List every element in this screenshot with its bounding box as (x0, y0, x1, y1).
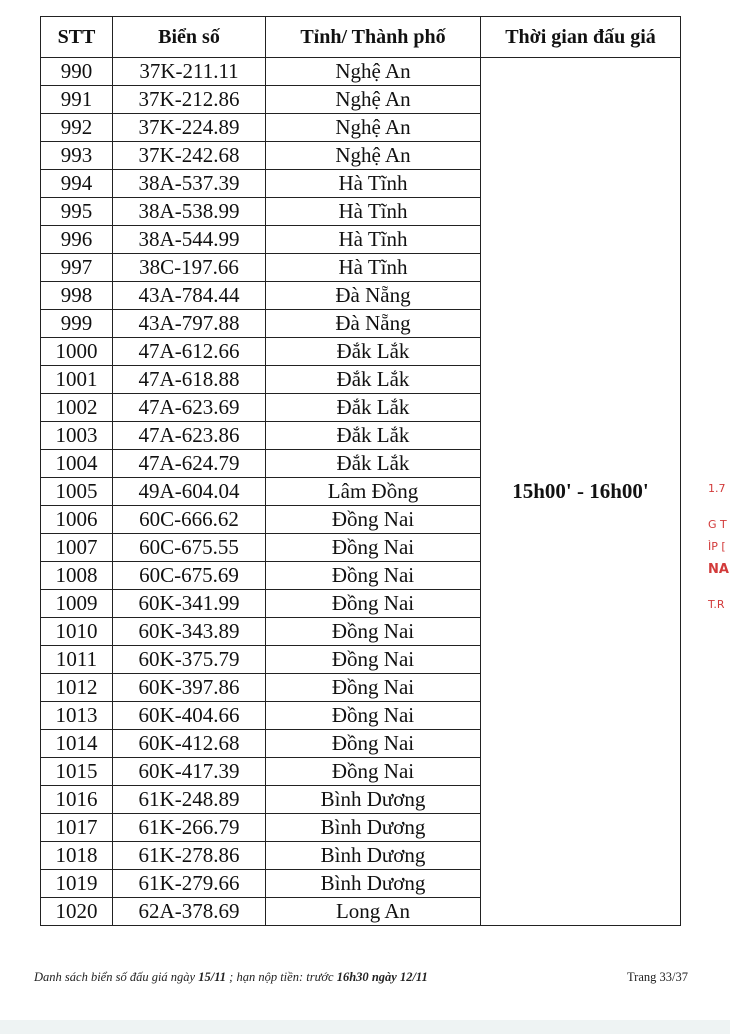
row-province: Hà Tĩnh (266, 198, 481, 226)
row-stt: 1019 (41, 870, 113, 898)
row-stt: 1006 (41, 506, 113, 534)
row-province: Đắk Lắk (266, 394, 481, 422)
row-province: Đồng Nai (266, 702, 481, 730)
row-stt: 1002 (41, 394, 113, 422)
row-stt: 1009 (41, 590, 113, 618)
row-plate-number: 38A-537.39 (113, 170, 266, 198)
row-province: Đồng Nai (266, 506, 481, 534)
page-footer (34, 970, 694, 985)
row-stt: 1017 (41, 814, 113, 842)
row-stt: 1003 (41, 422, 113, 450)
row-province: Nghệ An (266, 58, 481, 86)
row-stt: 1013 (41, 702, 113, 730)
row-province: Bình Dương (266, 842, 481, 870)
row-plate-number: 61K-279.66 (113, 870, 266, 898)
row-plate-number: 47A-623.86 (113, 422, 266, 450)
table-row (41, 58, 681, 86)
row-province: Đắk Lắk (266, 422, 481, 450)
row-stt: 1011 (41, 646, 113, 674)
row-province: Bình Dương (266, 870, 481, 898)
header-province: Tỉnh/ Thành phố (266, 17, 481, 58)
row-plate-number: 61K-278.86 (113, 842, 266, 870)
footer-middle: ; hạn nộp tiền: trước (229, 970, 334, 984)
row-plate-number: 38A-544.99 (113, 226, 266, 254)
row-province: Bình Dương (266, 814, 481, 842)
row-province: Đắk Lắk (266, 450, 481, 478)
row-province: Đà Nẵng (266, 282, 481, 310)
header-plate-number: Biển số (113, 17, 266, 58)
row-plate-number: 37K-212.86 (113, 86, 266, 114)
row-stt: 1015 (41, 758, 113, 786)
row-province: Đà Nẵng (266, 310, 481, 338)
header-auction-time: Thời gian đấu giá (481, 17, 681, 58)
row-plate-number: 47A-618.88 (113, 366, 266, 394)
row-province: Đắk Lắk (266, 366, 481, 394)
row-stt: 1010 (41, 618, 113, 646)
row-plate-number: 60K-343.89 (113, 618, 266, 646)
row-province: Đồng Nai (266, 674, 481, 702)
row-plate-number: 60C-675.55 (113, 534, 266, 562)
stamp-text: ÌP [ (708, 540, 726, 553)
row-plate-number: 43A-784.44 (113, 282, 266, 310)
red-stamp-fragment (702, 478, 730, 638)
page-number: Trang 33/37 (626, 970, 688, 984)
row-stt: 999 (41, 310, 113, 338)
row-stt: 996 (41, 226, 113, 254)
row-stt: 998 (41, 282, 113, 310)
row-plate-number: 37K-242.68 (113, 142, 266, 170)
row-stt: 997 (41, 254, 113, 282)
row-plate-number: 47A-612.66 (113, 338, 266, 366)
row-plate-number: 60C-675.69 (113, 562, 266, 590)
row-province: Nghệ An (266, 114, 481, 142)
row-province: Đồng Nai (266, 590, 481, 618)
row-plate-number: 47A-624.79 (113, 450, 266, 478)
row-province: Đồng Nai (266, 534, 481, 562)
row-stt: 995 (41, 198, 113, 226)
row-plate-number: 61K-248.89 (113, 786, 266, 814)
footer-deadline-date: ngày 12/11 (371, 970, 428, 984)
table-header-row (41, 17, 681, 58)
row-province: Đồng Nai (266, 562, 481, 590)
row-plate-number: 38C-197.66 (113, 254, 266, 282)
row-stt: 1000 (41, 338, 113, 366)
row-stt: 1001 (41, 366, 113, 394)
row-plate-number: 60K-397.86 (113, 674, 266, 702)
row-province: Đắk Lắk (266, 338, 481, 366)
header-stt: STT (41, 17, 113, 58)
row-plate-number: 60K-417.39 (113, 758, 266, 786)
row-stt: 1012 (41, 674, 113, 702)
row-province: Đồng Nai (266, 758, 481, 786)
scan-bottom-edge (0, 1020, 730, 1034)
row-province: Đồng Nai (266, 730, 481, 758)
row-plate-number: 60K-375.79 (113, 646, 266, 674)
row-plate-number: 47A-623.69 (113, 394, 266, 422)
row-stt: 991 (41, 86, 113, 114)
row-plate-number: 37K-211.11 (113, 58, 266, 86)
row-plate-number: 43A-797.88 (113, 310, 266, 338)
row-province: Hà Tĩnh (266, 170, 481, 198)
row-plate-number: 60K-412.68 (113, 730, 266, 758)
row-stt: 990 (41, 58, 113, 86)
row-plate-number: 38A-538.99 (113, 198, 266, 226)
row-stt: 1007 (41, 534, 113, 562)
auction-time-slot: 15h00' - 16h00' (481, 58, 681, 926)
table-body (41, 58, 681, 926)
row-plate-number: 60C-666.62 (113, 506, 266, 534)
row-plate-number: 61K-266.79 (113, 814, 266, 842)
row-province: Long An (266, 898, 481, 926)
row-stt: 1016 (41, 786, 113, 814)
stamp-text: T.R (708, 598, 725, 611)
row-province: Nghệ An (266, 142, 481, 170)
row-plate-number: 60K-404.66 (113, 702, 266, 730)
row-stt: 1008 (41, 562, 113, 590)
row-province: Hà Tĩnh (266, 254, 481, 282)
row-plate-number: 60K-341.99 (113, 590, 266, 618)
row-stt: 993 (41, 142, 113, 170)
row-stt: 994 (41, 170, 113, 198)
row-stt: 1014 (41, 730, 113, 758)
row-province: Nghệ An (266, 86, 481, 114)
stamp-text: 1.7 (708, 482, 726, 495)
row-plate-number: 62A-378.69 (113, 898, 266, 926)
row-plate-number: 49A-604.04 (113, 478, 266, 506)
footer-deadline-time: 16h30 (336, 970, 369, 984)
stamp-text: NA (708, 562, 729, 577)
row-stt: 1020 (41, 898, 113, 926)
row-province: Lâm Đồng (266, 478, 481, 506)
row-stt: 1004 (41, 450, 113, 478)
row-province: Đồng Nai (266, 618, 481, 646)
row-province: Bình Dương (266, 786, 481, 814)
row-province: Hà Tĩnh (266, 226, 481, 254)
row-plate-number: 37K-224.89 (113, 114, 266, 142)
row-province: Đồng Nai (266, 646, 481, 674)
plate-auction-table (40, 16, 681, 926)
footer-prefix: Danh sách biển số đấu giá ngày (34, 970, 196, 984)
stamp-text: G T (708, 518, 727, 531)
footer-auction-date: 15/11 (198, 970, 227, 984)
row-stt: 1018 (41, 842, 113, 870)
row-stt: 1005 (41, 478, 113, 506)
row-stt: 992 (41, 114, 113, 142)
